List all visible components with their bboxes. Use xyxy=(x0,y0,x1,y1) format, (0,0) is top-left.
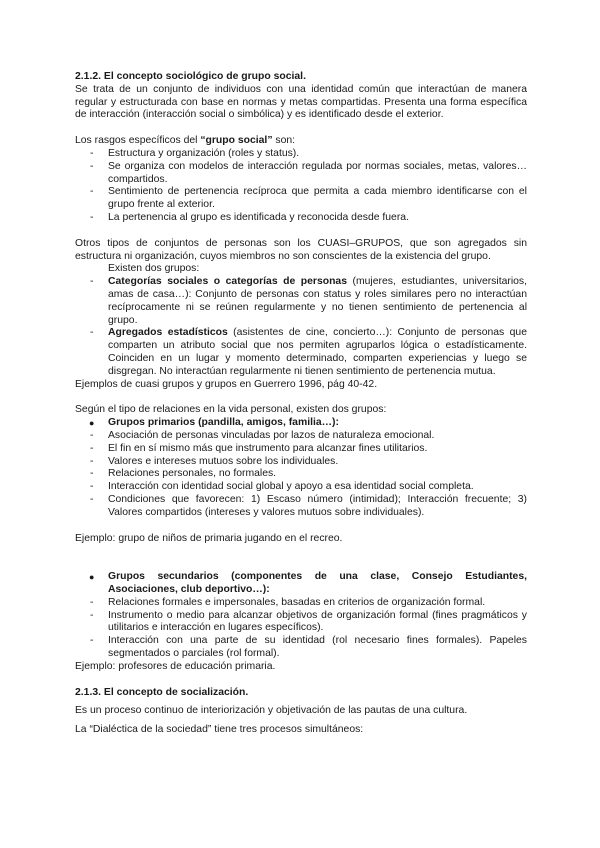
secundarios-ejemplo: Ejemplo: profesores de educación primaria. xyxy=(75,660,276,672)
list-item xyxy=(75,494,527,520)
rasgos-suffix: son: xyxy=(272,135,296,147)
spacer xyxy=(75,225,527,238)
list-item xyxy=(75,148,527,161)
dash-marker: - xyxy=(90,481,94,493)
dash-marker: - xyxy=(90,211,94,223)
dash-marker: - xyxy=(90,160,94,172)
list-item-text: El fin en sí mismo más que instrumento para alcanzar fines utilitarios. xyxy=(108,442,428,454)
list-item xyxy=(75,430,527,443)
socializacion-p2: La “Dialéctica de la sociedad” tiene tres procesos simultáneos: xyxy=(75,724,364,736)
list-item xyxy=(75,481,527,494)
list-item-bold: Categorías sociales o categorías de personas xyxy=(108,276,347,288)
list-item xyxy=(75,276,527,327)
dash-marker: - xyxy=(90,276,94,288)
dash-marker: - xyxy=(90,493,94,505)
list-item-text: Interacción con una parte de su identidad (rol necesario fines formales). Papeles segmentados o parciales (rol formal). xyxy=(108,635,527,660)
cuasi-list xyxy=(75,276,527,378)
list-item-heading xyxy=(75,571,527,597)
rasgos-prefix: Los rasgos específicos del xyxy=(75,135,201,147)
dash-marker: - xyxy=(90,596,94,608)
rasgos-list xyxy=(75,148,527,225)
spacer xyxy=(75,520,527,533)
list-item-text: Relaciones personales, no formales. xyxy=(108,468,277,480)
list-item-text: Sentimiento de pertenencia recíproca que permita a cada miembro identificarse con el grupo frente al exterior. xyxy=(108,186,527,211)
list-item-text: Interacción con identidad social global y apoyo a esa identidad social completa. xyxy=(108,481,474,493)
dash-marker: - xyxy=(90,609,94,621)
list-item-text: La pertenencia al grupo es identificada y reconocida desde fuera. xyxy=(108,211,409,223)
list-item-text: Valores e intereses mutuos sobre los individuales. xyxy=(108,455,339,467)
primarios-heading: Grupos primarios (pandilla, amigos, familia…): xyxy=(108,417,339,429)
dash-marker: - xyxy=(90,468,94,480)
dash-marker: - xyxy=(90,455,94,467)
list-item xyxy=(75,161,527,187)
dash-marker: - xyxy=(90,147,94,159)
cuasi-intro: Otros tipos de conjuntos de personas son los CUASI–GRUPOS, que son agregados sin estructura ni organización, cuyos miembros no son conscientes de la existencia del grupo. xyxy=(75,237,527,262)
bullet-marker: ● xyxy=(89,572,95,583)
spacer xyxy=(75,545,527,571)
list-item xyxy=(75,212,527,225)
primarios-list xyxy=(75,417,527,519)
list-item xyxy=(75,635,527,661)
list-item xyxy=(75,456,527,469)
socializacion-p1: Es un proceso continuo de interiorización y objetivación de las pautas de una cultura. xyxy=(75,705,468,717)
bullet-marker: ● xyxy=(89,418,95,429)
section-heading-2-1-2: 2.1.2. El concepto sociológico de grupo social. xyxy=(75,71,306,82)
list-item-text: Instrumento o medio para alcanzar objetivos de organización formal (fines pragmáticos y utilitarios e interacción en lugares específicos). xyxy=(108,609,527,634)
list-item-heading xyxy=(75,417,527,430)
dash-marker: - xyxy=(90,429,94,441)
intro-paragraph: Se trata de un conjunto de individuos con una identidad común que interactúan de manera regular y estructurada con base en normas y metas compartidas. Presenta una forma específica de interacción (interacción social o simbólica) y es identificado desde el exterior. xyxy=(75,83,527,121)
spacer xyxy=(75,122,527,135)
list-item xyxy=(75,186,527,212)
list-item-text: (asistentes de cine, concierto…): Conjunto de personas que comparten un atributo social que nos permiten agruparlos lógica o estadísticamente. Coinciden en un lugar y momento determinado, comparten experiencias y luego se disgregan. No interactúan regularmente ni tienen sentimiento de pertenencia mutua. xyxy=(108,327,527,377)
list-item-text: Relaciones formales e impersonales, basadas en criterios de organización formal. xyxy=(108,596,486,608)
list-item xyxy=(75,610,527,636)
primarios-ejemplo: Ejemplo: grupo de niños de primaria jugando en el recreo. xyxy=(75,532,343,544)
list-item-text: Se organiza con modelos de interacción regulada por normas sociales, metas, valores… compartidos. xyxy=(108,160,527,185)
list-item xyxy=(75,327,527,378)
list-item-bold: Agregados estadísticos xyxy=(108,327,228,339)
dash-marker: - xyxy=(90,442,94,454)
spacer xyxy=(75,674,527,687)
secundarios-heading: Grupos secundarios (componentes de una clase, Consejo Estudiantes, Asociaciones, club deportivo…): xyxy=(108,571,527,596)
rasgos-bold: “grupo social” xyxy=(200,135,273,147)
cuasi-ejemplos: Ejemplos de cuasi grupos y grupos en Guerrero 1996, pág 40-42. xyxy=(75,378,378,390)
list-item-text: Estructura y organización (roles y status). xyxy=(108,147,300,159)
spacer xyxy=(75,391,527,404)
list-item-text: Asociación de personas vinculadas por lazos de naturaleza emocional. xyxy=(108,429,435,441)
dash-marker: - xyxy=(90,186,94,198)
tipos-intro: Según el tipo de relaciones en la vida personal, existen dos grupos: xyxy=(75,404,387,416)
list-item-text: (mujeres, estudiantes, universitarios, amas de casa…): Conjunto de personas con status y roles similares pero no interactúan recíprocamente ni se reúnen regularmente y no tienen sentimiento de pertenencia al grupo. xyxy=(108,276,527,326)
rasgos-intro xyxy=(75,135,527,148)
dash-marker: - xyxy=(90,635,94,647)
dash-marker: - xyxy=(90,327,94,339)
list-item-text: Condiciones que favorecen: 1) Escaso número (intimidad); Interacción frecuente; 3) Valores compartidos (intereses y valores mutuos sobre individuales). xyxy=(108,493,527,518)
list-item xyxy=(75,443,527,456)
secundarios-list xyxy=(75,571,527,661)
section-heading-2-1-3: 2.1.3. El concepto de socialización. xyxy=(75,686,249,698)
list-item xyxy=(75,597,527,610)
list-item xyxy=(75,468,527,481)
cuasi-existen: Existen dos grupos: xyxy=(108,263,200,275)
document-page xyxy=(75,71,527,737)
